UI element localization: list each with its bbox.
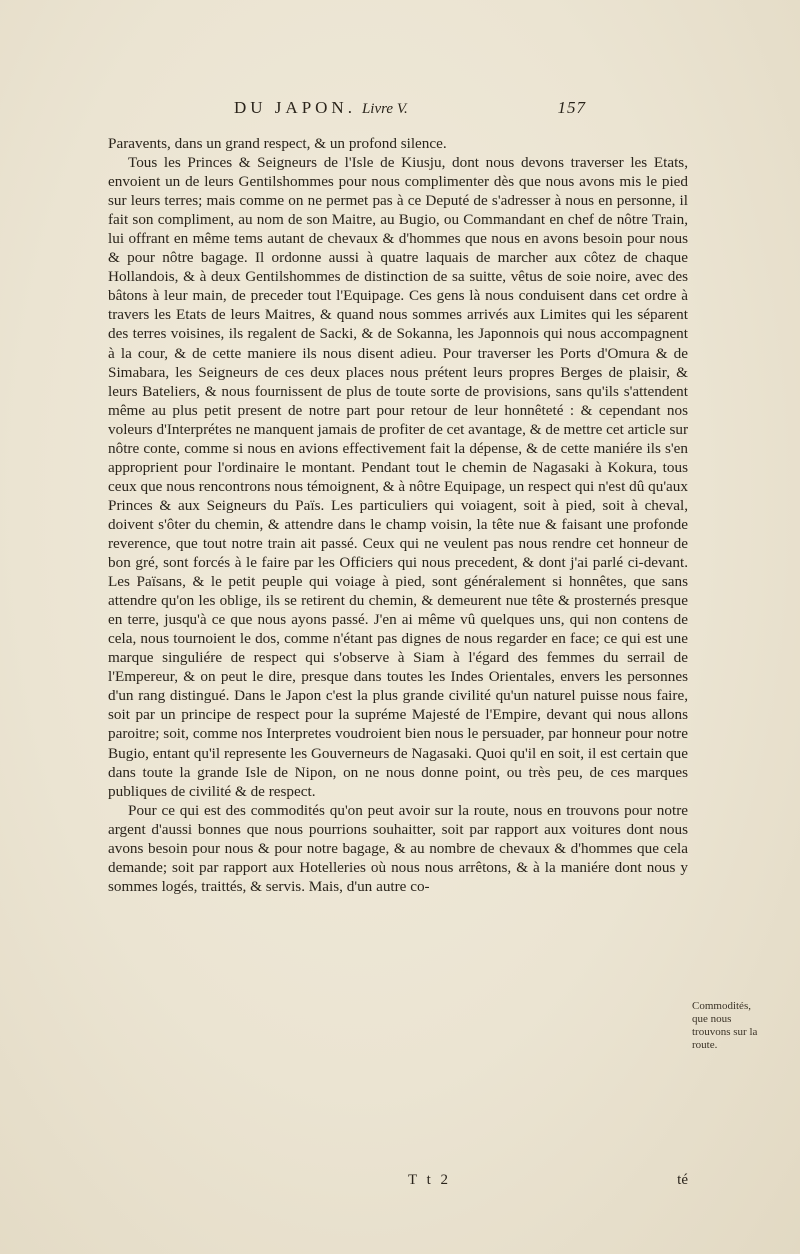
margin-note: Commodités, que nous trouvons sur la route. — [692, 1000, 758, 1051]
running-title — [234, 98, 408, 118]
paragraph: Paravents, dans un grand respect, & un profond silence. — [108, 135, 447, 152]
page-footer — [108, 1172, 688, 1192]
page-number: 157 — [557, 98, 586, 117]
body-text — [108, 134, 688, 896]
running-header — [196, 98, 586, 126]
signature-mark: T t 2 — [408, 1172, 452, 1188]
running-title-text: DU JAPON. — [234, 98, 356, 117]
paragraph: Pour ce qui est des commodités qu'on peut avoir sur la route, nous en trouvons pour notre argent d'aussi bonnes que nous pourrions souhaitter, soit par rapport aux voitures dont nous avons besoin pour nous & pour notre bagage, & au nombre de chevaux & d'hommes que cela demande; soit par rapport aux Hotelleries où nous nous arrêtons, & à la maniére dont nous y sommes logés, traittés, & servis. Mais, d'un autre co- — [108, 801, 688, 895]
book-number: Livre V. — [361, 101, 408, 117]
paragraph: Tous les Princes & Seigneurs de l'Isle de Kiusju, dont nous devons traverser les Etats, envoient un de leurs Gentilshommes pour nous complimenter dès que nous avons mis le pied sur leurs terres; mais comme on ne permet pas à ce Deputé de s'adresser à nous en personne, il fait son compliment, au nom de son Maitre, au Bugio, ou Commandant en chef de nôtre Train, lui offrant en même tems autant de chevaux & d'hommes que nous en avons besoin pour nous & pour nôtre bagage. Il ordonne aussi à quatre laquais de marcher aux côtez de chaque Hollandois, & à deux Gentilshommes de distinction de sa suitte, vêtus de soie noire, avec des bâtons à leur main, de preceder tout l'Equipage. Ces gens là nous conduisent dans cet ordre à travers les Etats de leurs Maitres, & quand nous sommes arrivés aux Limites qui les séparent des terres voisines, ils regalent de Sacki, & de Sokanna, les Japonnois qui nous accompagnent à la cour, & de cette maniere ils nous disent adieu. Pour traverser les Ports d'Omura & de Simabara, les Seigneurs de ces deux places nous prétent leurs propres Berges de plaisir, & leurs Bateliers, & nous fournissent de plus de toute sorte de provisions, sans qu'ils s'attendent même au plus petit present de notre part pour retour de leur honnêteté : & cependant nos voleurs d'Interprétes ne manquent jamais de profiter de cet avantage, & de mettre cet article sur nôtre conte, comme si nous en avions effectivement fait la dépense, & de cette maniére ils s'en approprient pour l'ordinaire le montant. Pendant tout le chemin de Nagasaki à Kokura, tous ceux que nous rencontrons nous témoignent, & à nôtre Equipage, un respect qui n'est dû qu'aux Princes & aux Seigneurs du Païs. Les particuliers qui voiagent, soit à pied, soit à cheval, doivent s'ôter du chemin, & attendre dans le champ voisin, la tête nue & faisant une profonde reverence, que tout notre train ait passé. Ceux qui ne veulent pas nous rendre cet honneur de bon gré, sont forcés à le faire par les Officiers qui nous precedent, & dont j'ai parlé ci-devant. Les Païsans, & le petit peuple qui voiage à pied, sont généralement si honnêtes, que sans attendre qu'on les oblige, ils se retirent du chemin, & demeurent nue tête & prosternés presque en terre, jusqu'à ce que nous ayons passé. J'en ai même vû quelques uns, qui non contens de cela, nous tournoient le dos, comme n'étant pas dignes de nous regarder en face; ce qui est une marque singuliére de respect qui s'observe à Siam à l'égard des femmes du serrail de l'Empereur, & on peut le dire, presque dans toutes les Indes Orientales, envers les personnes d'un rang distingué. Dans le Japon c'est la plus grande civilité qu'un naturel puisse nous faire, soit par un principe de respect pour la supréme Majesté de l'Empire, devant qui nous allons paroitre; soit, comme nos Interpretes voudroient bien nous le persuader, par honneur pour notre Bugio, entant qu'il represente les Gouverneurs de Nagasaki. Quoi qu'il en soit, il est certain que dans toute la grande Isle de Nipon, on ne nous donne point, ou très peu, de ces marques publiques de civilité & de respect. — [108, 154, 688, 800]
catchword: té — [677, 1172, 688, 1188]
